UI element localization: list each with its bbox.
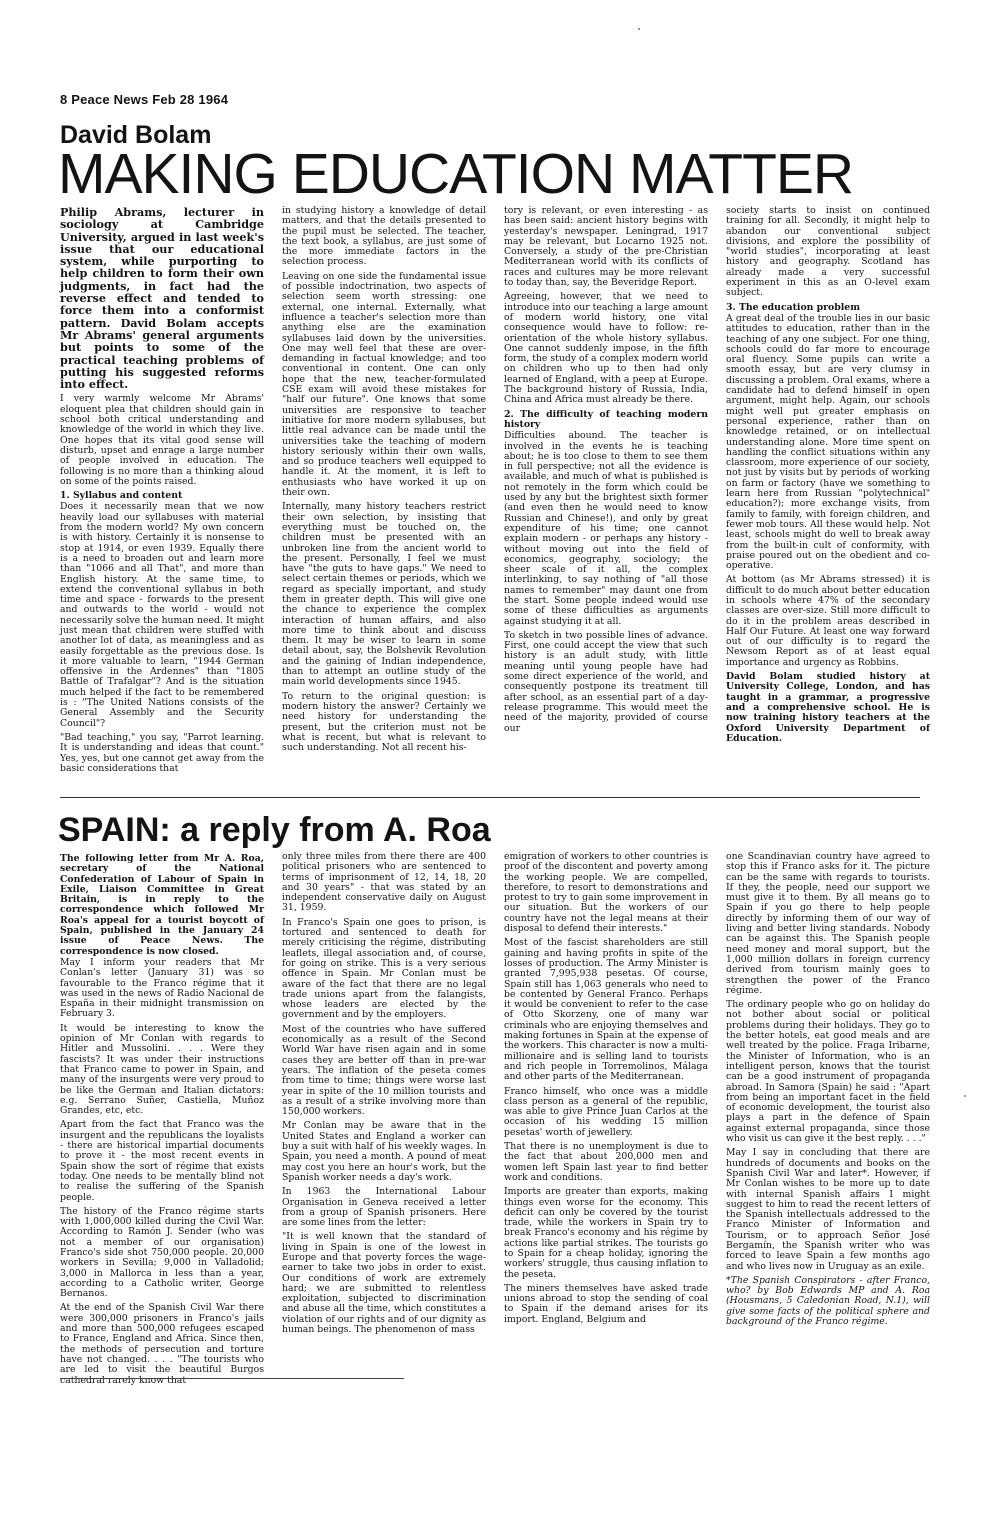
body-paragraph: The history of the Franco régime starts with 1,000,000 killed during the Civil War. According to Ramón J. Sender (who was not a member of our organisation) Franco's side shot 750,000 people. 20,000 workers in Sevilla; 9,000 in Valladolid; 3,000 in Mallorca in less than a year, according to a Catholic writer, George Bernanos.: [60, 1205, 264, 1300]
text-column-3: [504, 206, 708, 786]
body-paragraph: Most of the fascist shareholders are still gaining and having profits in spite of the losses of production. The Army Minister is granted 7,995,938 pesetas. Of course, Spain still has 1,063 generals who need to be contented by General Franco. Perhaps it would be convenient to refer to the case of Otto Skorzeny, one of many war criminals who are enjoying themselves and making fortunes in Spain at the expense of the workers. This character is now a multi-millionaire and is selling land to tourists and rich people in Torremolinos, Málaga and other parts of the Mediterranean.: [504, 937, 708, 1083]
article-columns: [60, 206, 930, 786]
section-subheading: 3. The education problem: [726, 301, 861, 313]
body-paragraph: May I inform your readers that Mr Conlan's letter (January 31) was so favourable to the Franco régime that it was used in the news of Radio Nacional de España in their midnight transmission on February 3.: [60, 956, 264, 1020]
text-column-3: [504, 852, 708, 1362]
body-paragraph: Mr Conlan may be aware that in the United States and England a worker can buy a suit with half of his weekly wages. In Spain, you need a month. A pound of meat may cost you here an hour's work, but the Spanish worker needs a day's work.: [282, 1120, 486, 1183]
body-paragraph: "Bad teaching," you say, "Parrot learning. It is understanding and ideas that count." Yes, yes, but one cannot get away from the basic considerations that: [60, 731, 264, 774]
body-paragraph: The miners themselves have asked trade unions abroad to stop the sending of coal to Spain if the demand arises for its import. England, Belgium and: [504, 1282, 708, 1325]
text-column-2: [282, 206, 486, 786]
body-paragraph: emigration of workers to other countries is proof of the discontent and poverty among the working people. We are compelled, therefore, to resort to demonstrations and protest to try to gain some improvement in our situation. But the workers of our country have not the legal means at their disposal to defend their interests.": [504, 851, 708, 935]
article-headline: MAKING EDUCATION MATTER: [58, 142, 854, 206]
letter-columns: [60, 851, 930, 1386]
body-paragraph: That there is no unemployment is due to the fact that about 200,000 men and women left Spain last year to find better work and conditions.: [504, 1141, 708, 1183]
print-speck: [964, 1095, 966, 1097]
article-standfirst: Philip Abrams, lecturer in sociology at Cambridge University, argued in last week's issue that our educational system, while purporting to help children to form their own judgments, in fact had the reverse effect and tended to force them into a conformist pattern. David Bolam accepts Mr Abrams' general arguments but points to some of the practical teaching problems of putting his suggested reforms into effect.: [60, 205, 264, 392]
body-paragraph: Franco himself, who once was a middle class person as a general of the republic, was able to give Prince Juan Carlos at the occasion of his wedding 15 million pesetas' worth of jewellery.: [504, 1085, 708, 1138]
section-subheading: 2. The difficulty of teaching modern history: [504, 408, 708, 430]
body-paragraph: Agreeing, however, that we need to introduce into our teaching a large amount of modern world history, one vital consequence would have to follow: re-orientation of the whole history syllabus. One cannot suddenly impose, in the fifth form, the study of a complex modern world on children who up to then had only learned of England, with a peep at Europe. The background history of Russia, India, China and Africa must already be there.: [504, 291, 708, 406]
text-column-1: [60, 206, 264, 786]
body-paragraph: Most of the countries who have suffered economically as a result of the Second World War have risen again and in some cases they are better off than in pre-war years. The inflation of the peseta comes from time to time; things were worse last year in spite of the 10 million tourists and as a result of a strike involving more than 150,000 workers.: [282, 1023, 486, 1118]
body-paragraph: in studying history a knowledge of detail matters, and that the details presented to the pupil must be selected. The teacher, the text book, a syllabus, are just some of the more immediate factors in the selection process.: [282, 205, 486, 268]
body-paragraph: May I say in concluding that there are hundreds of documents and books on the Spanish Civil War and later*. However, if Mr Conlan wishes to be more up to date with internal Spanish affairs I might suggest to him to read the recent letters of the Spanish intellectuals addressed to the Franco Minister of Information and Tourism, or to approach Señor José Bergamín, the Spanish writer who was forced to leave Spain a few months ago and who lives now in Uruguay as an exile.: [726, 1147, 930, 1272]
body-paragraph: only three miles from there there are 400 political prisoners who are sentenced to terms of imprisonment of 12, 14, 18, 20 and 30 years" - that was stated by an independent conservative daily on August 31, 1959.: [282, 851, 486, 914]
editor-introduction: The following letter from Mr A. Roa, secretary of the National Confederation of Labour of Spain in Exile, Liaison Committee in Great Britain, is in reply to the correspondence which followed Mr Roa's appeal for a tourist boycott of Spain, published in the January 24 issue of Peace News. The correspondence is now closed.: [60, 853, 264, 957]
page-folio: 8 Peace News Feb 28 1964: [60, 92, 229, 107]
body-paragraph: Leaving on one side the fundamental issue of possible indoctrination, two aspects of selection seem worth stressing: one external, one internal. Externally, what influence a teacher's selection more than anything else are the examination syllabuses laid down by the universities. One may well feel that these are over-demanding in factual knowledge; and too conventional in content. One can only hope that the new, teacher-formulated CSE exam will avoid these mistakes for "half our future". One knows that some universities are responsive to teacher initiative for more modern syllabuses, but little real advance can be made until the universities take the teaching of modern history seriously within their own walls, and so produce teachers well equipped to handle it. At the moment, it is left to enthusiasts who have worked it up on their own.: [282, 270, 486, 499]
body-paragraph: Imports are greater than exports, making things even worse for the economy. This deficit can only be covered by the tourist trade, while the workers in Spain try to break Franco's economy and his régime by actions like partial strikes. The tourists go to Spain for a cheap holiday, ignoring the workers' struggle, thus causing inflation to the peseta.: [504, 1186, 708, 1280]
body-paragraph: Difficulties abound. The teacher is involved in the events he is teaching about; he is too close to them to see them in full perspective; not all the evidence is available, and much of what is published is not remotely in the form which could be used by any but the brightest sixth former (and even then he would need to know Russian and Chinese!), and only by great expenditure of his time; one cannot explain modern - or perhaps any history - without moving out into the field of economics, geography, sociology; the sheer scale of it all, the complex interlinking, to say nothing of "all those names to remember" may daunt one from the start. Some people indeed would use some of these difficulties as arguments against studying it at all.: [504, 430, 708, 627]
body-paragraph: In Franco's Spain one goes to prison, is tortured and sentenced to death for merely criticising the régime, distributing leaflets, illegal association and, of course, for going on strike. This is a very serious offence in Spain. Mr Conlan must be aware of the fact that there are no legal trade unions apart from the falangists, whose leaders are elected by the government and by the employers.: [282, 916, 486, 1021]
body-paragraph: Does it necessarily mean that we now heavily load our syllabuses with material from the modern world? My own concern is with history. Certainly it is nonsense to stop at 1914, or even 1939. Equally there is a need to broaden out and learn more than "1066 and all That", and more than English history. At the same time, to extend the conventional syllabus in both time and space - forwards to the present and outwards to the world - would not necessarily solve the human need. It might just mean that children were stuffed with another lot of data, as meaningless and as easily forgettable as the previous dose. Is it more valuable to learn, "1944 German offensive in the Ardennes" than "1805 Battle of Trafalgar"? And is the situation much helped if the fact to be remembered is : "The United Nations consists of the General Assembly and the Security Council"?: [60, 501, 264, 729]
article-byline: David Bolam: [60, 121, 212, 149]
text-column-1: [60, 852, 264, 1386]
body-paragraph: It would be interesting to know the opinion of Mr Conlan with regards to Hitler and Mussolini. . . . Were they fascists? It was under their instructions that Franco came to power in Spain, and many of the insurgents were very proud to be like the German and Italian dictators: e.g. Serrano Suñer, Castiella, Muñoz Grandes, etc, etc.: [60, 1022, 264, 1117]
body-paragraph: Internally, many history teachers restrict their own selection, by insisting that everything must be touched on, the children must be presented with an unbroken line from the ancient world to the present. Personally, I feel we must have "the guts to have gaps." We need to select certain themes or periods, which we regard as specially important, and study them in greater depth. This will give one the chance to experience the complex interaction of human affairs, and also more time to think about and discuss them. It may be wiser to learn in some detail about, say, the Bolshevik Revolution and the gaining of Indian independence, than to attempt an outline study of the main world developments since 1945.: [282, 501, 486, 688]
body-paragraph: Apart from the fact that Franco was the insurgent and the republicans the loyalists - there are historical impartial documents to prove it - the most recent events in Spain show the sort of régime that exists today. One needs to be mentally blind not to realise the suffering of the Spanish people.: [60, 1119, 264, 1203]
body-paragraph: tory is relevant, or even interesting - as has been said: ancient history begins with yesterday's newspaper. Leningrad, 1917 may be relevant, but Locarno 1925 not. Conversely, a study of the pre-Christian Mediterranean world with its conflicts of races and cultures may be more relevant to today than, say, the Beveridge Report.: [504, 205, 708, 289]
body-paragraph: At bottom (as Mr Abrams stressed) it is difficult to do much about better education in schools where 47% of the secondary classes are over-size. Still more difficult to do it in the problem areas described in Half Our Future. At least one way forward out of our difficulty is to regard the Newsom Report as of at least equal importance and urgency as Robbins.: [726, 574, 930, 668]
section-subheading: 1. Syllabus and content: [60, 490, 183, 502]
body-paragraph: At the end of the Spanish Civil War there were 300,000 prisoners in Franco's jails and more than 500,000 refugees escaped to France, England and Africa. Since then, the methods of persecution and torture have not changed. . . . "The tourists who are led to visit the beautiful Burgos cathedral rarely know that: [60, 1302, 264, 1386]
section-divider: [60, 797, 920, 798]
body-paragraph: To sketch in two possible lines of advance. First, one could accept the view that such history is an adult study, with little meaning until young people have had some direct experience of the world, and consequently postpone its treatment till after school, as an essential part of a day-release programme. This would meet the need of the majority, provided of course our: [504, 629, 708, 734]
author-bio: David Bolam studied history at University College, London, and has taught in a grammar, a progressive and a comprehensive school. He is now training history teachers at the Oxford University Department of Education.: [726, 671, 930, 744]
body-paragraph: one Scandinavian country have agreed to stop this if Franco asks for it. The picture can be the same with regards to tourists. If they, the people, need our support we must give it to them. By all means go to Spain if you go there to help people directly by informing them of our way of living and better living standards. Nobody can be against this. The Spanish people need money and moral support, but the 1,000 million dollars in foreign currency derived from tourism mainly goes to strengthen the power of the Franco régime.: [726, 851, 930, 996]
print-speck: [638, 28, 640, 30]
body-paragraph: I very warmly welcome Mr Abrams' eloquent plea that children should gain in school both critical understanding and knowledge of the world in which they live. One hopes that its vital good sense will disturb, upset and enrage a large number of people involved in education. The following is no more than a thinking aloud on some of the points raised.: [60, 393, 264, 487]
body-paragraph: In 1963 the International Labour Organisation in Geneva received a letter from a group of Spanish prisoners. Here are some lines from the letter:: [282, 1186, 486, 1229]
body-paragraph: society starts to insist on continued training for all. Secondly, it might help to abandon our conventional subject divisions, and explore the possibility of "world studies", incorporating at least history and geography. Scotland has already made a very successful experiment in this as an O-level exam subject.: [726, 205, 930, 299]
body-paragraph: "It is well known that the standard of living in Spain is one of the lowest in Europe and that poverty forces the wage-earner to take two jobs in order to exist. Our conditions of work are extremely hard; we are submitted to relentless exploitation, subjected to discrimination and abuse all the time, which constitutes a violation of our rights and of our dignity as human beings. The phenomenon of mass: [282, 1231, 486, 1336]
text-column-4: [726, 206, 930, 786]
bottom-rule: [60, 1378, 404, 1379]
body-paragraph: The ordinary people who go on holiday do not bother about social or political problems during their holidays. They go to the better hotels, eat good meals and are well treated by the police. Fraga Iribarne, the Minister of Information, who is an intelligent person, knows that the tourist can be a good instrument of propaganda abroad. In Samora (Spain) he said : "Apart from being an important facet in the field of economic development, the tourist also plays a part in the defence of Spain against external propaganda, since those who visit us can give it the best reply. . . .": [726, 999, 930, 1145]
body-paragraph: To return to the original question: is modern history the answer? Certainly we need history for understanding the present, but the criterion must not be what is recent, but what is relevant to such understanding. Not all recent his-: [282, 690, 486, 754]
spain-headline: SPAIN: a reply from A. Roa: [58, 811, 491, 849]
body-paragraph: A great deal of the trouble lies in our basic attitudes to education, rather than in the teaching of any one subject. For one thing, schools could do far more to encourage oral fluency. Some pupils can write a smooth essay, but are very clumsy in discussing a problem. Oral exams, where a candidate had to defend himself in open argument, might help. Again, our schools might well put greater emphasis on personal experience, rather than on knowledge retained, or on intellectual understanding alone. More time spent on handling the conflict situations within any classroom, more experience of our society, not just by visits but by periods of working on farm or factory (have we something to learn here from Russian "polytechnical" education?); more exchange visits, from family to family, with foreign children, and fewer mob tours. All these would help. Not least, schools might do well to break away from the built-in cult of conformity, with praise poured out on the obedient and co-operative.: [726, 312, 930, 572]
text-column-4: [726, 852, 930, 1362]
text-column-2: [282, 852, 486, 1362]
footnote: *The Spanish Conspirators - after Franco, who? by Bob Edwards MP and A. Roa (Housmans, 5 Caledonian Road, N.1), will give some facts of the political sphere and background of the Franco régime.: [726, 1274, 930, 1328]
